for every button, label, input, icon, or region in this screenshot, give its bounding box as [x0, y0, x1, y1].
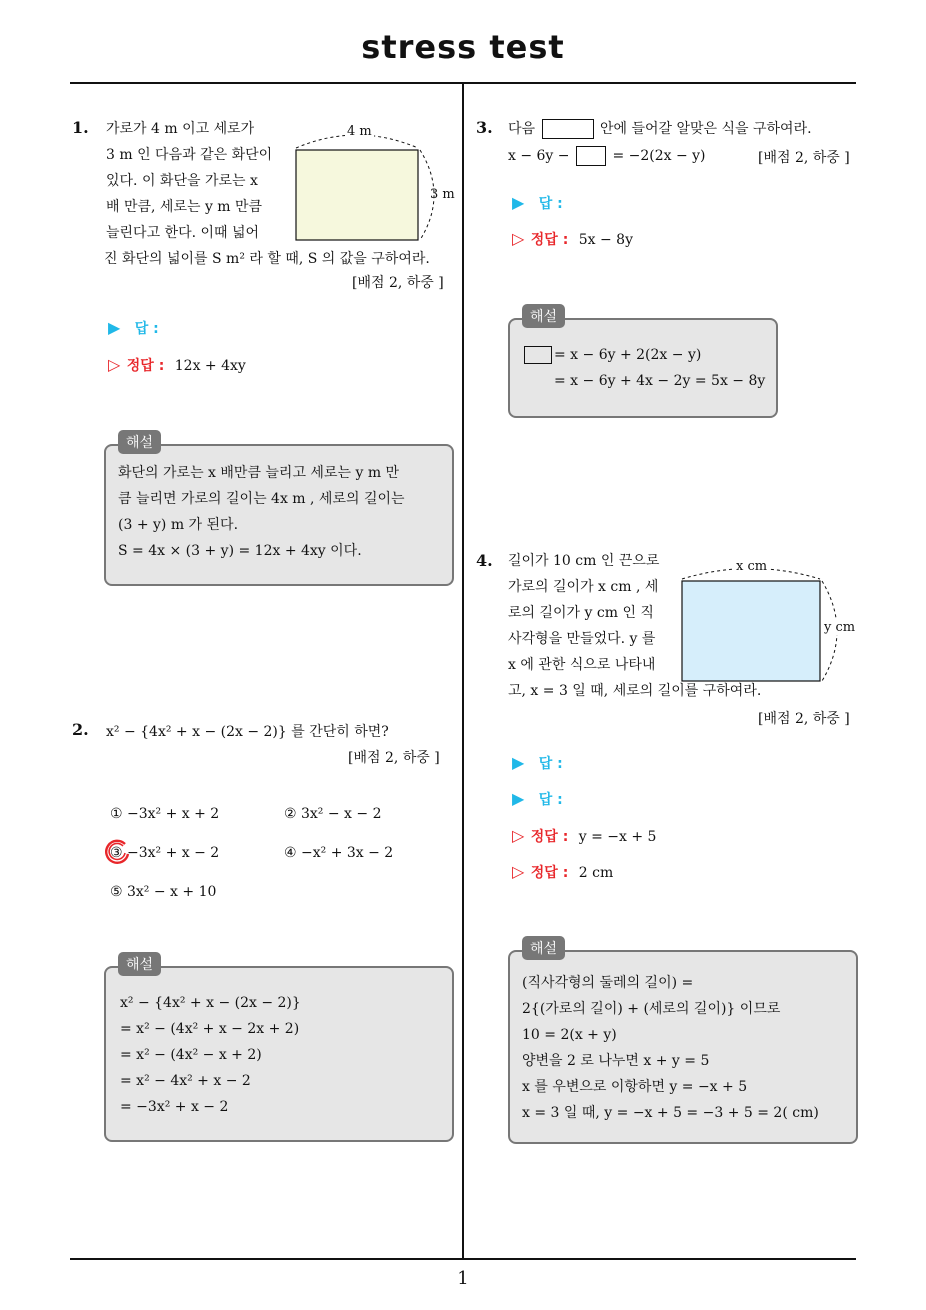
- question-3-expr-b: = −2(2x − y): [612, 148, 706, 164]
- explanation-line-1: [524, 342, 765, 368]
- height-label: y cm: [824, 620, 856, 635]
- correct-triangle-icon: ▷: [512, 826, 525, 845]
- question-4-number: 4.: [476, 551, 493, 570]
- question-2-number: 2.: [72, 720, 89, 739]
- explanation-line: = x² − 4x² + x − 2: [120, 1073, 251, 1089]
- answer-label: 답 :: [134, 321, 159, 337]
- question-4-correct-2: [512, 862, 613, 882]
- question-3-explanation: [524, 342, 765, 394]
- answer-label: 답 :: [538, 792, 563, 808]
- height-label: 3 m: [430, 187, 455, 202]
- correct-triangle-icon: ▷: [512, 229, 525, 248]
- question-3-expr-a: x − 6y −: [508, 148, 570, 164]
- explanation-tag: 해설: [118, 430, 161, 454]
- choice-1[interactable]: ① −3x² + x + 2: [110, 806, 220, 822]
- explanation-line: 화단의 가로는 x 배만큼 늘리고 세로는 y m 만: [118, 465, 400, 481]
- question-1-correct: [108, 355, 246, 375]
- question-2-meta: [배점 2, 하중 ]: [348, 750, 440, 766]
- correct-value: 12x + 4xy: [174, 358, 246, 374]
- choice-5[interactable]: ⑤ 3x² − x + 10: [110, 884, 217, 900]
- correct-triangle-icon: ▷: [512, 862, 525, 881]
- explanation-tag: 해설: [118, 952, 161, 976]
- question-4-line: 고, x = 3 일 때, 세로의 길이를 구하여라.: [508, 683, 762, 699]
- question-1-number: 1.: [72, 118, 89, 137]
- question-4-line: 길이가 10 cm 인 끈으로: [508, 553, 660, 569]
- question-4-answer-1: [512, 753, 563, 773]
- question-4-line: 로의 길이가 y cm 인 직: [508, 605, 654, 621]
- question-1-line: 진 화단의 넓이를 S m² 라 할 때, S 의 값을 구하여라.: [104, 251, 430, 267]
- question-1-line: 3 m 인 다음과 같은 화단이: [106, 147, 273, 163]
- choice-2[interactable]: ② 3x² − x − 2: [284, 806, 382, 822]
- correct-label: 정답 :: [530, 829, 569, 845]
- question-3-text-b: 안에 들어갈 알맞은 식을 구하여라.: [599, 121, 812, 137]
- explanation-line: x 를 우변으로 이항하면 y = −x + 5: [522, 1079, 748, 1095]
- question-4-correct-1: [512, 826, 656, 846]
- question-3-line1: [508, 116, 812, 142]
- explanation-tag: 해설: [522, 304, 565, 328]
- question-1-line: 늘린다고 한다. 이때 넓어: [106, 225, 260, 241]
- question-3-correct: [512, 229, 633, 249]
- blank-box: [542, 119, 594, 139]
- question-4-answer-2: [512, 789, 563, 809]
- explanation-line: = x − 6y + 4x − 2y = 5x − 8y: [554, 373, 766, 389]
- question-1-line: 가로가 4 m 이고 세로가: [106, 121, 255, 137]
- correct-triangle-icon: ▷: [108, 355, 121, 374]
- page-title: stress test: [361, 28, 565, 66]
- question-1-explanation: [118, 460, 405, 564]
- explanation-line: 양변을 2 로 나누면 x + y = 5: [522, 1053, 710, 1069]
- answer-label: 답 :: [538, 196, 563, 212]
- question-4-explanation: [522, 970, 819, 1126]
- explanation-line: x = 3 일 때, y = −x + 5 = −3 + 5 = 2( cm): [522, 1105, 819, 1121]
- question-1-explanation-box: [104, 444, 454, 586]
- footer-rule: [70, 1258, 856, 1260]
- explanation-tag: 해설: [522, 936, 565, 960]
- blank-box: [576, 146, 606, 166]
- question-2-text: x² − {4x² + x − (2x − 2)} 를 간단히 하면?: [106, 724, 389, 740]
- answer-triangle-icon: ▶: [512, 789, 525, 808]
- answer-triangle-icon: ▶: [108, 318, 121, 337]
- selected-answer-circle-icon: [103, 838, 133, 866]
- explanation-line: (3 + y) m 가 된다.: [118, 517, 239, 533]
- correct-value: y = −x + 5: [578, 829, 657, 845]
- flowerbed-rect: [296, 150, 418, 240]
- question-3-meta: [배점 2, 하중 ]: [758, 150, 850, 166]
- question-1-meta: [배점 2, 하중 ]: [352, 275, 444, 291]
- column-divider: [462, 82, 464, 1258]
- correct-label: 정답 :: [530, 865, 569, 881]
- rectangle-shape: [682, 581, 820, 681]
- question-3-line2: [508, 143, 706, 169]
- explanation-line: x² − {4x² + x − (2x − 2)}: [120, 995, 301, 1011]
- explanation-line: 큼 늘리면 가로의 길이는 4x m , 세로의 길이는: [118, 491, 405, 507]
- question-1-line: 배 만큼, 세로는 y m 만큼: [106, 199, 263, 215]
- question-3-answer: [512, 193, 563, 213]
- question-4-explanation-box: [508, 950, 858, 1144]
- choice-4[interactable]: ④ −x² + 3x − 2: [284, 845, 394, 861]
- page-number: 1: [457, 1268, 469, 1289]
- answer-triangle-icon: ▶: [512, 193, 525, 212]
- question-3-explanation-box: [508, 318, 778, 418]
- question-4-meta: [배점 2, 하중 ]: [758, 711, 850, 727]
- question-3-text-a: 다음: [508, 121, 536, 137]
- question-1-answer: [108, 318, 159, 338]
- question-4-line: x 에 관한 식으로 나타내: [508, 657, 656, 673]
- question-4-line: 가로의 길이가 x cm , 세: [508, 579, 659, 595]
- explanation-line: = x² − (4x² + x − 2x + 2): [120, 1021, 300, 1037]
- answer-triangle-icon: ▶: [512, 753, 525, 772]
- width-label: x cm: [736, 559, 768, 574]
- explanation-line: (직사각형의 둘레의 길이) =: [522, 975, 694, 991]
- blank-box: [524, 346, 552, 364]
- correct-value: 5x − 8y: [578, 232, 633, 248]
- question-2-explanation-box: [104, 966, 454, 1142]
- explanation-line: = −3x² + x − 2: [120, 1099, 229, 1115]
- explanation-line: S = 4x × (3 + y) = 12x + 4xy 이다.: [118, 543, 362, 559]
- explanation-line: = x² − (4x² − x + 2): [120, 1047, 262, 1063]
- question-3-number: 3.: [476, 118, 493, 137]
- choice-3[interactable]: ③ −3x² + x − 2: [110, 845, 220, 861]
- correct-label: 정답 :: [530, 232, 569, 248]
- width-label: 4 m: [347, 124, 372, 139]
- explanation-line: 10 = 2(x + y): [522, 1027, 617, 1043]
- correct-label: 정답 :: [126, 358, 165, 374]
- question-1-line: 있다. 이 화단을 가로는 x: [106, 173, 258, 189]
- question-4-line: 사각형을 만들었다. y 를: [508, 631, 656, 647]
- answer-label: 답 :: [538, 756, 563, 772]
- question-2-explanation: [120, 990, 301, 1120]
- explanation-line: = x − 6y + 2(2x − y): [554, 347, 702, 363]
- correct-value: 2 cm: [578, 865, 614, 881]
- explanation-line: 2{(가로의 길이) + (세로의 길이)} 이므로: [522, 1001, 781, 1017]
